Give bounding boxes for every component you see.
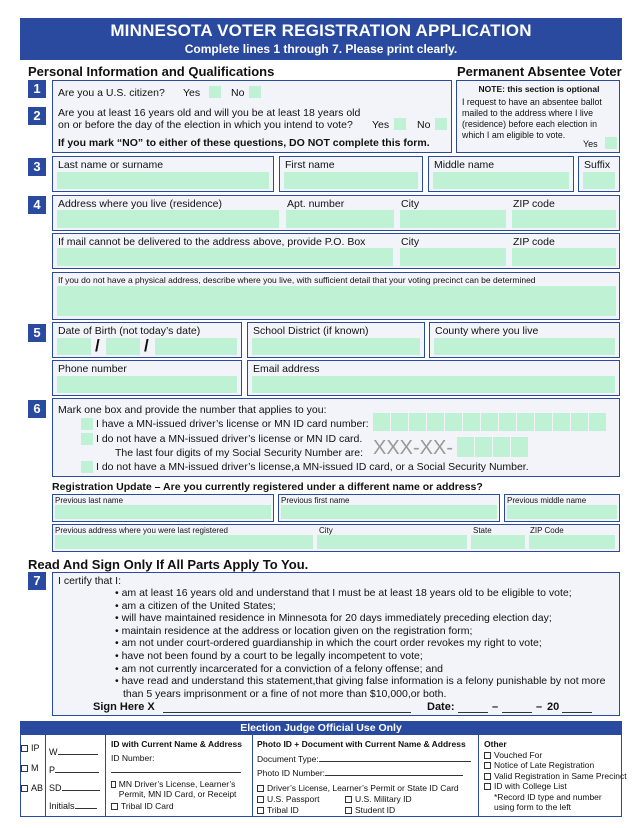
city-input[interactable]: [400, 210, 506, 228]
phone-box: [52, 360, 242, 396]
residence-input[interactable]: [57, 210, 279, 228]
certify-item: • am a citizen of the United States;: [115, 599, 276, 612]
personal-section-title: Personal Information and Qualifications: [28, 64, 275, 79]
ssn-input[interactable]: [457, 437, 529, 460]
county-label: County where you live: [435, 325, 539, 337]
sign-section-title: Read And Sign Only If All Parts Apply To You.: [28, 557, 309, 572]
certify-item: • am at least 16 years old and understand that I must be at least 18 years old to be eligible to vote;: [115, 587, 572, 599]
ward-line[interactable]: [58, 746, 98, 755]
section-number-3: 3: [28, 158, 46, 176]
id-option-2-label: I do not have a MN-issued driver’s license or MN ID card.: [96, 433, 363, 445]
section-number-6: 6: [28, 400, 46, 418]
email-box: [247, 360, 620, 396]
section-number-5: 5: [28, 324, 46, 342]
prev-first-label: Previous first name: [281, 496, 350, 505]
ssn-label: The last four digits of my Social Security Number are:: [115, 447, 364, 459]
date-month-line[interactable]: [458, 701, 488, 713]
ssn-prefix: XXX-XX-: [373, 437, 454, 459]
prev-middle-box: [504, 494, 620, 522]
certify-item: • will have maintained residence in Minnesota for 20 days immediately preceding election day;: [115, 612, 552, 625]
prev-middle-input[interactable]: [507, 505, 617, 519]
prev-first-box: [278, 494, 500, 522]
form-title: MINNESOTA VOTER REGISTRATION APPLICATION: [110, 21, 532, 40]
last-name-label: Last name or surname: [58, 159, 164, 171]
dob-slash-2: /: [144, 336, 149, 355]
id-option-3-checkbox[interactable]: [81, 461, 93, 473]
col5-opt: ID with College List: [484, 781, 622, 792]
date-day-line[interactable]: [502, 701, 532, 713]
age-yes-checkbox[interactable]: [394, 118, 406, 130]
school-district-line[interactable]: [62, 782, 100, 791]
sign-here-label: Sign Here X: [93, 701, 155, 713]
col5-opt: Valid Registration in Same Precinct: [484, 771, 622, 782]
section-number-1: 1: [28, 80, 46, 98]
citizen-yes-checkbox[interactable]: [209, 86, 221, 98]
absentee-section-title: Permanent Absentee Voter: [457, 64, 622, 79]
citizen-no-checkbox[interactable]: [249, 86, 261, 98]
prev-zip-input[interactable]: [529, 535, 615, 549]
school-district-box: [247, 322, 425, 358]
certify-item: • am not under court-ordered guardianship in which the court order revokes my right to vote;: [115, 637, 542, 650]
suffix-box: [578, 156, 620, 192]
col5-title: Other: [484, 739, 507, 749]
zip-input[interactable]: [512, 210, 616, 228]
residence-label: Address where you live (residence): [58, 198, 222, 210]
section-number-2: 2: [28, 107, 46, 125]
col5-opt: Vouched For: [484, 750, 622, 761]
certify-item-continued: than 5 years imprisonment or a fine of not more than $10,000,or both.: [123, 687, 447, 700]
prev-address-label: Previous address where you were last registered: [55, 526, 228, 535]
apt-label: Apt. number: [287, 198, 345, 210]
ip-checkbox[interactable]: [21, 745, 28, 752]
signature-line[interactable]: [163, 701, 411, 713]
prev-last-box: [52, 494, 274, 522]
no-warning: If you mark “NO” to either of these questions, DO NOT complete this form.: [58, 137, 430, 149]
form-subtitle: Complete lines 1 through 7. Please print clearly.: [184, 42, 458, 56]
col5-note: *Record ID type and number using form to the left: [494, 791, 602, 812]
official-use-box: [20, 735, 627, 817]
certify-list: [115, 587, 615, 700]
age-question-line1: Are you at least 16 years old and will you be at least 18 years old: [58, 107, 361, 119]
first-name-box: [279, 156, 423, 192]
age-yes-label: Yes: [372, 119, 390, 131]
divider: [105, 735, 106, 817]
divider: [478, 735, 479, 817]
col4-opt2-row: U.S. Passport U.S. Military ID: [257, 794, 477, 804]
certify-item: • have not been found by a court to be legally incompetent to vote;: [115, 649, 423, 662]
phone-label: Phone number: [58, 363, 127, 375]
col4-opt4-row: Tribal ID Student ID: [257, 805, 477, 815]
qualifications-box: [52, 80, 452, 153]
certify-intro: I certify that I:: [58, 575, 122, 587]
first-name-label: First name: [285, 159, 335, 171]
prev-city-input[interactable]: [317, 535, 467, 549]
col3-opt1: MN Driver’s License, Learner’s Permit, MN ID Card, or Receipt: [111, 779, 251, 799]
prev-city-label: City: [319, 526, 333, 535]
no-address-input[interactable]: [57, 286, 616, 316]
date-label: Date:: [427, 701, 455, 713]
dob-slash-1: /: [95, 336, 100, 355]
prev-state-input[interactable]: [471, 535, 525, 549]
middle-name-box: [428, 156, 574, 192]
official-col2: W P SD Initials: [49, 743, 100, 815]
official-use-banner: Election Judge Official Use Only: [20, 721, 622, 735]
city2-label: City: [401, 236, 420, 248]
citizen-question: Are you a U.S. citizen?: [58, 87, 165, 99]
col5-opt: Notice of Late Registration: [484, 760, 622, 771]
section-number-4: 4: [28, 196, 46, 214]
no-address-box: [52, 272, 620, 320]
county-box: [429, 322, 620, 358]
col3-idnum: ID Number:: [111, 753, 155, 763]
po-box-box: [52, 233, 620, 269]
date-year-line[interactable]: [562, 701, 592, 713]
city-label: City: [401, 198, 420, 210]
license-number-input[interactable]: [373, 413, 607, 434]
dob-month-input[interactable]: [57, 338, 91, 355]
dob-year-input[interactable]: [155, 338, 237, 355]
ab-checkbox[interactable]: [21, 785, 28, 792]
prev-state-label: State: [473, 526, 492, 535]
prev-last-label: Previous last name: [55, 496, 124, 505]
phone-input[interactable]: [57, 376, 237, 393]
po-box-input[interactable]: [57, 248, 393, 266]
official-col1: IP M AB: [21, 743, 43, 793]
no-address-label: If you do not have a physical address, describe where you live, with sufficient detail that your voting precinct can be determined: [58, 275, 536, 285]
col4-photoid: Photo ID Number:: [257, 767, 477, 778]
certify-item: • maintain residence at the address or location given on the registration form;: [115, 624, 473, 637]
m-checkbox[interactable]: [21, 765, 28, 772]
certify-item: • have read and understand this statement,that giving false information is a felony punishable by not more: [115, 675, 606, 688]
official-col3: [111, 739, 251, 811]
citizen-no-label: No: [231, 87, 245, 99]
section-number-7: 7: [28, 572, 46, 590]
col3-title: ID with Current Name & Address: [111, 739, 242, 749]
absentee-note: NOTE: this section is optional: [478, 84, 600, 94]
certify-box: [52, 572, 620, 716]
official-col5: [484, 739, 627, 813]
age-question-line2: on or before the day of the election in which you intend to vote?: [58, 119, 353, 131]
absentee-yes-label: Yes: [583, 139, 598, 149]
middle-name-input[interactable]: [433, 172, 569, 189]
id-option-1-label: I have a MN-issued driver’s license or MN ID card number:: [96, 418, 369, 430]
col4-doctype: Document Type:: [257, 753, 477, 764]
date-dash-2: –: [536, 701, 543, 713]
prev-middle-label: Previous middle name: [507, 496, 587, 505]
email-label: Email address: [253, 363, 320, 375]
county-input[interactable]: [434, 338, 615, 355]
school-district-input[interactable]: [252, 338, 420, 355]
prev-last-input[interactable]: [55, 505, 271, 519]
school-district-label: School District (if known): [253, 325, 369, 337]
residence-box: [52, 195, 620, 231]
prev-zip-label: ZIP Code: [530, 526, 564, 535]
dob-box: [52, 322, 242, 358]
apt-input[interactable]: [286, 210, 394, 228]
divider: [45, 735, 46, 817]
city2-input[interactable]: [400, 248, 506, 266]
col4-title: Photo ID + Document with Current Name & Address: [257, 739, 466, 749]
zip2-label: ZIP code: [513, 236, 555, 248]
id-option-2-checkbox[interactable]: [81, 433, 93, 445]
update-title: Registration Update – Are you currently registered under a different name or address?: [52, 481, 483, 493]
precinct-line[interactable]: [55, 764, 99, 773]
dob-label: Date of Birth (not today’s date): [58, 325, 201, 337]
id-intro: Mark one box and provide the number that applies to you:: [58, 404, 327, 416]
zip-label: ZIP code: [513, 198, 555, 210]
suffix-input[interactable]: [583, 172, 615, 189]
zip2-input[interactable]: [512, 248, 616, 266]
dob-day-input[interactable]: [106, 338, 140, 355]
suffix-label: Suffix: [584, 159, 611, 171]
prev-first-input[interactable]: [281, 505, 497, 519]
date-dash-1: –: [492, 701, 499, 713]
absentee-yes-checkbox[interactable]: [605, 137, 617, 149]
date-year-prefix: 20: [547, 701, 560, 713]
absentee-text: I request to have an absentee ballot mailed to the address where I live (residence) before each election in which I am eligible to vote.: [462, 97, 602, 140]
col3-opt2: Tribal ID Card: [111, 801, 251, 811]
po-box-label: If mail cannot be delivered to the address above, provide P.O. Box: [58, 236, 366, 248]
initials-line[interactable]: [75, 800, 97, 809]
official-col4: [257, 739, 477, 815]
col4-opt1: Driver’s License, Learner’s Permit or State ID Card: [257, 783, 477, 793]
id-box: [52, 398, 620, 477]
prev-address-input[interactable]: [55, 535, 313, 549]
last-name-box: [52, 156, 274, 192]
col3-idnum-line[interactable]: [111, 763, 241, 773]
first-name-input[interactable]: [284, 172, 418, 189]
age-no-checkbox[interactable]: [435, 118, 447, 130]
prev-address-box: [52, 524, 620, 552]
divider: [252, 735, 253, 817]
certify-item: • am not currently incarcerated for a conviction of a felony offense; and: [115, 662, 443, 675]
id-option-3-label: I do not have a MN-issued driver’s license,a MN-issued ID card, or a Social Security Number.: [96, 461, 529, 473]
form-header: [20, 18, 622, 60]
absentee-box: [456, 80, 620, 153]
middle-name-label: Middle name: [434, 159, 495, 171]
citizen-yes-label: Yes: [183, 87, 201, 99]
email-input[interactable]: [252, 376, 615, 393]
age-no-label: No: [417, 119, 431, 131]
last-name-input[interactable]: [57, 172, 269, 189]
id-option-1-checkbox[interactable]: [81, 418, 93, 430]
